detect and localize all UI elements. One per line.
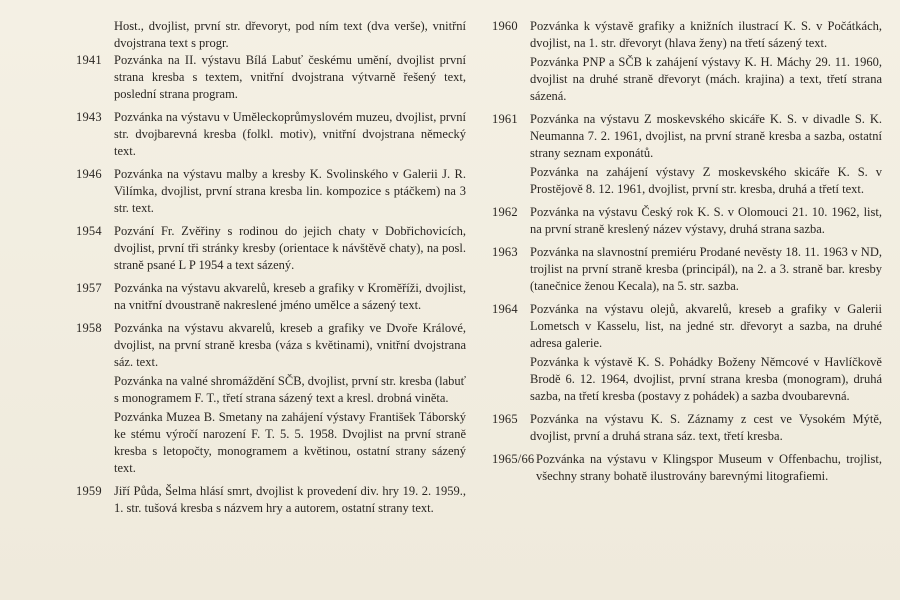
catalog-entry xyxy=(76,320,466,479)
year-label: 1943 xyxy=(76,110,102,124)
year-label: 1957 xyxy=(76,281,102,295)
year-label: 1964 xyxy=(492,302,518,316)
entry-text xyxy=(114,223,466,276)
entry-text xyxy=(530,301,882,407)
entry-paragraph: Pozvánka na zahájení výstavy Z moskevského skicáře K. S. v Prostějově 8. 12. 1961, dvojlist, první str. kresba, druhá a třetí text. xyxy=(530,165,882,196)
entry-paragraph: Pozvánka k výstavě grafiky a knižních ilustrací K. S. v Počátkách, dvojlist, na 1. str. dřevoryt (hlava ženy) na třetí sázený text. xyxy=(530,19,882,50)
year-label: 1965 xyxy=(492,412,518,426)
entry-paragraph: Pozvánka na výstavu akvarelů, kreseb a grafiky v Kroměříži, dvojlist, na vnitřní dvoustraně nakreslené jméno umělce a sázený text. xyxy=(114,281,466,312)
entry-paragraph: Pozvánka k výstavě K. S. Pohádky Boženy Němcové v Havlíčkově Brodě 6. 12. 1964, dvojlist, první strana kresba (monogram), druhá sazba, na třetí kresba (postavy z pohádek) a sazba dvoubarevná. xyxy=(530,355,882,403)
entry-text xyxy=(530,111,882,200)
continuation-entry xyxy=(76,18,466,52)
entry-paragraph: Pozvánka na výstavu olejů, akvarelů, kreseb a grafiky v Galerii Lometsch v Kasselu, list, na jedné str. dřevoryt a sazba, na druhé adresa galerie. xyxy=(530,302,882,350)
entry-paragraph: Pozvánka na výstavu Z moskevského skicáře K. S. v divadle S. K. Neumanna 7. 2. 1961, dvojlist, na první straně kresba a sazba, ostatní strany seznam exponátů. xyxy=(530,112,882,160)
entry-text xyxy=(114,320,466,479)
year-label: 1965/66 xyxy=(492,452,535,466)
entry-text xyxy=(114,280,466,316)
catalog-entry xyxy=(492,411,882,447)
entry-paragraph: Pozvánka na výstavu v Uměleckoprůmyslovém muzeu, dvojlist, první str. dvojbarevná kresba (folkl. motiv), vnitřní dvojstrana německý text. xyxy=(114,110,466,158)
left-entries xyxy=(76,52,466,519)
catalog-entry xyxy=(492,18,882,107)
entry-paragraph: Pozvání Fr. Zvěřiny s rodinou do jejich chaty v Dobřichovicích, dvojlist, první tři stránky kresby (orientace k návštěvě chaty), na posl. straně psané L P 1954 a text sázený. xyxy=(114,224,466,272)
entry-paragraph: Pozvánka na výstavu akvarelů, kreseb a grafiky ve Dvoře Králové, dvojlist, na první straně kresba (váza s květinami), vnitřní dvojstrana sáz. text. xyxy=(114,321,466,369)
catalog-entry xyxy=(492,111,882,200)
catalog-entry xyxy=(492,204,882,240)
year-label: 1954 xyxy=(76,224,102,238)
entry-text xyxy=(114,483,466,519)
entry-paragraph: Pozvánka PNP a SČB k zahájení výstavy K. H. Máchy 29. 11. 1960, dvojlist na druhé straně dřevoryt (mách. krajina) a text, třetí strana sázená. xyxy=(530,55,882,103)
catalog-entry xyxy=(76,166,466,219)
entry-text xyxy=(114,166,466,219)
entry-paragraph: Pozvánka na výstavu Český rok K. S. v Olomouci 21. 10. 1962, list, na první straně kreslený název výstavy, druhá strana sazba. xyxy=(530,205,882,236)
catalog-entry xyxy=(492,301,882,407)
right-entries xyxy=(492,18,882,487)
entry-paragraph: Pozvánka na výstavu malby a kresby K. Svolinského v Galerii J. R. Vilímka, dvojlist, první strana kresba lin. kompozice s ptáčkem) na 3 str. text. xyxy=(114,167,466,215)
entry-text xyxy=(530,18,882,107)
entry-text xyxy=(114,18,466,52)
catalog-entry xyxy=(76,483,466,519)
year-label: 1962 xyxy=(492,205,518,219)
right-column xyxy=(492,18,882,487)
catalog-entry xyxy=(76,280,466,316)
catalog-entry xyxy=(76,52,466,105)
entry-text xyxy=(114,52,466,105)
entry-text xyxy=(530,411,882,447)
year-label: 1958 xyxy=(76,321,102,335)
entry-text xyxy=(530,244,882,297)
entry-text xyxy=(114,109,466,162)
year-label: 1946 xyxy=(76,167,102,181)
entry-paragraph: Jiří Půda, Šelma hlásí smrt, dvojlist k provedení div. hry 19. 2. 1959., 1. str. tušová kresba s názvem hry a autorem, ostatní strany text. xyxy=(114,484,466,515)
left-column xyxy=(76,18,466,519)
entry-text xyxy=(536,451,882,487)
entry-paragraph: Pozvánka na valné shromáždění SČB, dvojlist, první str. kresba (labuť s monogramem F. T., třetí strana sázený text a kresl. drobná viněta. xyxy=(114,374,466,405)
entry-paragraph: Host., dvojlist, první str. dřevoryt, pod ním text (dva verše), vnitřní dvojstrana text s progr. xyxy=(114,19,466,50)
year-label: 1961 xyxy=(492,112,518,126)
entry-text xyxy=(530,204,882,240)
year-label: 1963 xyxy=(492,245,518,259)
entry-paragraph: Pozvánka Muzea B. Smetany na zahájení výstavy František Táborský ke stému výročí narození F. T. 5. 5. 1958. Dvojlist na první straně kresba s letopočty, monogramem a květinou, ostatní strany sázený text. xyxy=(114,410,466,475)
entry-paragraph: Pozvánka na výstavu K. S. Záznamy z cest ve Vysokém Mýtě, dvojlist, první a druhá strana sáz. text, třetí kresba. xyxy=(530,412,882,443)
catalog-entry xyxy=(76,109,466,162)
entry-paragraph: Pozvánka na slavnostní premiéru Prodané nevěsty 18. 11. 1963 v ND, trojlist na první straně kresba (principál), na 2. a 3. straně bar. kresby (tanečnice ženou Kecala), na 5. str. sazba. xyxy=(530,245,882,293)
entry-paragraph: Pozvánka na výstavu v Klingspor Museum v Offenbachu, trojlist, všechny strany bohatě ilustrovány barevnými litografiemi. xyxy=(536,452,882,483)
year-label: 1960 xyxy=(492,19,518,33)
year-label: 1941 xyxy=(76,53,102,67)
entry-paragraph: Pozvánka na II. výstavu Bílá Labuť českému umění, dvojlist první strana kresba s textem, vnitřní dvojstrana výtvarně řešený text, poslední strana program. xyxy=(114,53,466,101)
catalog-entry xyxy=(492,244,882,297)
catalog-entry xyxy=(492,451,882,487)
catalog-entry xyxy=(76,223,466,276)
year-label: 1959 xyxy=(76,484,102,498)
